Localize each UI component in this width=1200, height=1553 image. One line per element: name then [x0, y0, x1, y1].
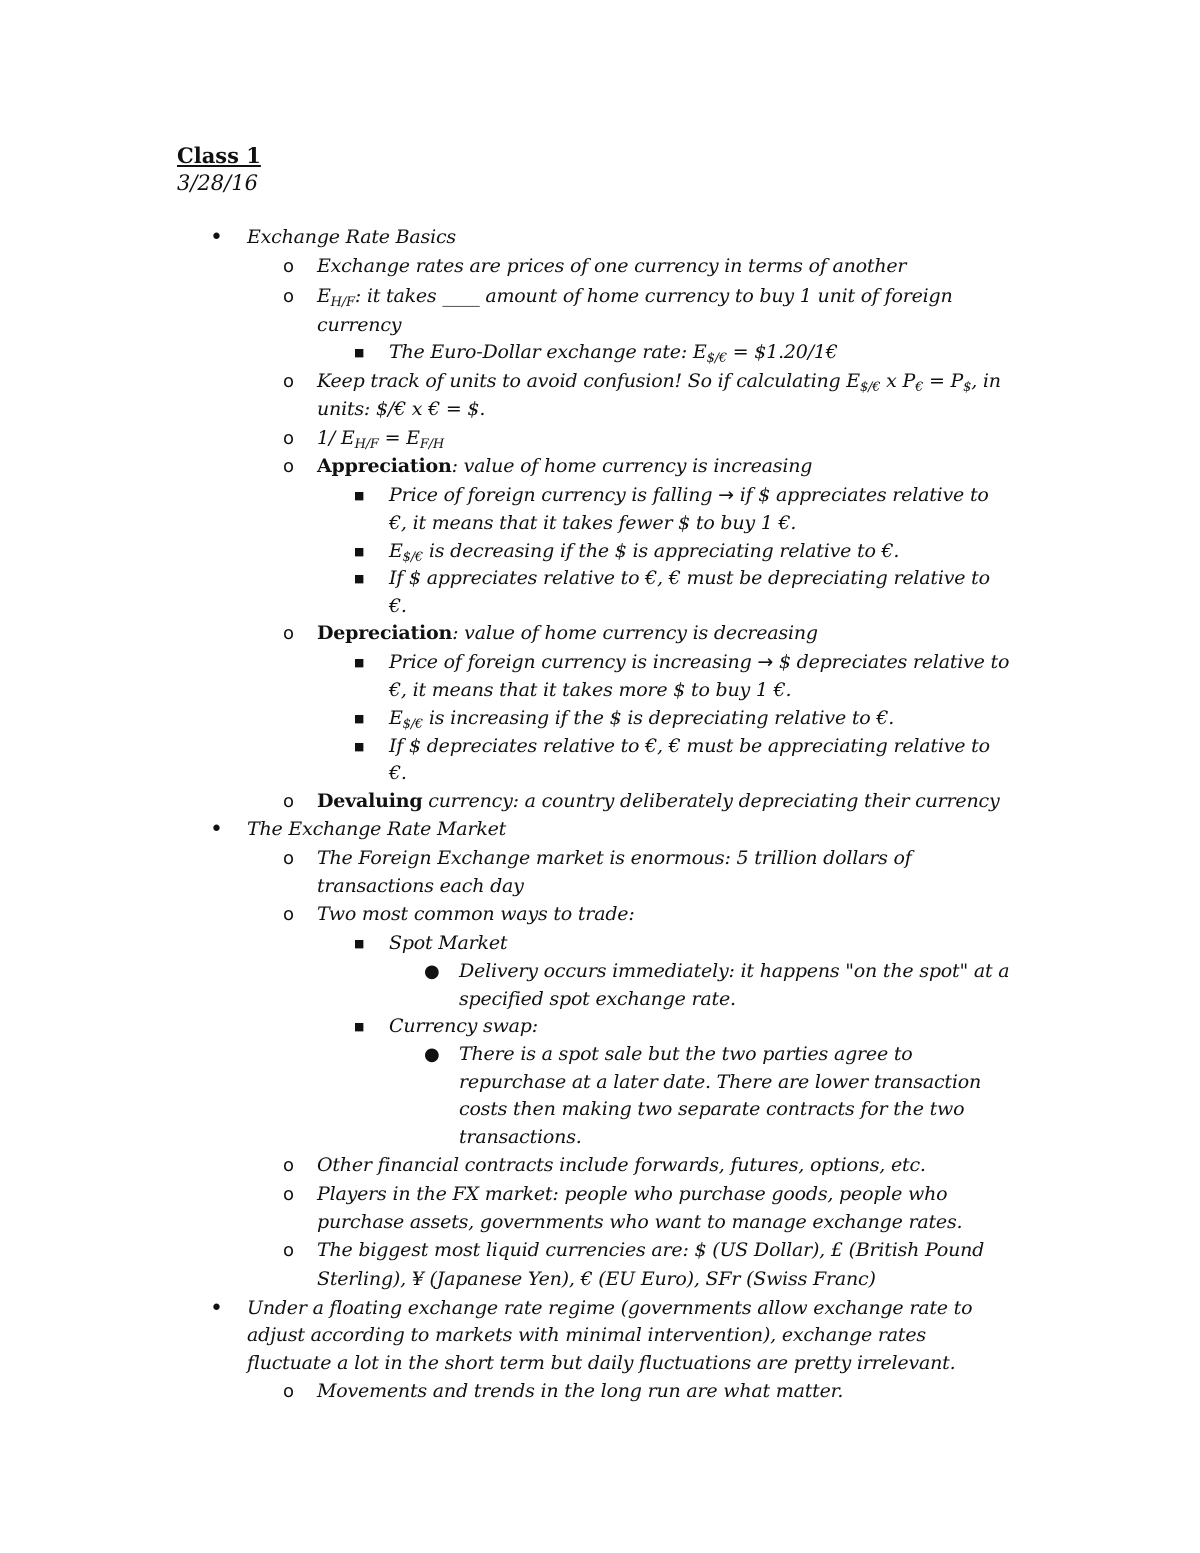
list-item: If $ appreciates relative to €, € must be depreciating relative to [389, 567, 990, 589]
bullet-marker: o [283, 456, 295, 477]
list-item: There is a spot sale but the two parties agree to [459, 1043, 913, 1065]
bullet-marker: o [283, 371, 295, 392]
bullet-marker: ■ [354, 489, 365, 502]
list-item-continuation: specified spot exchange rate. [459, 988, 736, 1010]
bullet-marker: • [210, 1296, 223, 1321]
bullet-marker: ● [424, 1044, 440, 1065]
bullet-marker: ■ [354, 740, 365, 753]
list-item: $E_{\$/€}$ is decreasing if the $ is appreciating relative to €. [389, 540, 900, 565]
list-item: Movements and trends in the long run are what matter. [317, 1380, 844, 1402]
list-item: The Euro-Dollar exchange rate: $E_{\$/€}$ = $1.20/1€ [389, 341, 838, 366]
list-item-continuation: repurchase at a later date. There are lower transaction [459, 1071, 982, 1093]
list-item-continuation: €. [389, 595, 407, 617]
list-item-continuation: adjust according to markets with minimal intervention), exchange rates [247, 1324, 926, 1346]
bullet-marker: o [283, 256, 295, 277]
list-item: Two most common ways to trade: [317, 903, 635, 925]
bullet-marker: ■ [354, 656, 365, 669]
list-item: Price of foreign currency is increasing → $ depreciates relative to [389, 651, 1010, 673]
list-item: Exchange Rate Basics [247, 226, 456, 248]
arrow-right-icon: → [718, 484, 734, 506]
list-item-continuation: Sterling), ¥ (Japanese Yen), € (EU Euro), SFr (Swiss Franc) [317, 1268, 876, 1290]
bullet-marker: o [283, 623, 295, 644]
list-item-continuation: costs then making two separate contracts for the two [459, 1098, 965, 1120]
list-item-continuation: transactions. [459, 1126, 582, 1148]
bullet-marker: o [283, 904, 295, 925]
list-item-continuation: currency [317, 314, 402, 336]
page-date: 3/28/16 [177, 171, 258, 195]
bullet-marker: o [283, 286, 295, 307]
bullet-marker: o [283, 1240, 295, 1261]
list-item: Devaluing currency: a country deliberately depreciating their currency [317, 790, 1000, 812]
arrow-right-icon: → [757, 651, 774, 673]
list-item: $E_{\$/€}$ is increasing if the $ is depreciating relative to €. [389, 707, 895, 732]
bullet-marker: ■ [354, 545, 365, 558]
list-item: Delivery occurs immediately: it happens "on the spot" at a [459, 960, 1010, 982]
bullet-marker: ■ [354, 937, 365, 950]
list-item-continuation: units: $/€ x € = $. [317, 398, 486, 420]
list-item: Currency swap: [389, 1015, 538, 1037]
bullet-marker: • [210, 225, 223, 250]
bullet-marker: o [283, 848, 295, 869]
list-item: Price of foreign currency is falling → if $ appreciates relative to [389, 484, 989, 506]
list-item: Appreciation: value of home currency is increasing [317, 455, 813, 477]
list-item-continuation: €. [389, 762, 407, 784]
bullet-marker: ● [424, 961, 440, 982]
list-item: The Foreign Exchange market is enormous: 5 trillion dollars of [317, 847, 912, 869]
list-item: If $ depreciates relative to €, € must be appreciating relative to [389, 735, 990, 757]
list-item: Spot Market [389, 932, 508, 954]
bullet-marker: ■ [354, 712, 365, 725]
bullet-marker: ■ [354, 1020, 365, 1033]
list-item: Exchange rates are prices of one currency in terms of another [317, 255, 907, 277]
list-item-continuation: fluctuate a lot in the short term but daily fluctuations are pretty irrelevant. [247, 1352, 956, 1374]
list-item-continuation: €, it means that it takes fewer $ to buy 1 €. [389, 512, 797, 534]
bullet-marker: ■ [354, 572, 365, 585]
list-item: Other financial contracts include forwards, futures, options, etc. [317, 1154, 926, 1176]
list-item: The biggest most liquid currencies are: $ (US Dollar), £ (British Pound [317, 1239, 985, 1261]
bullet-marker: o [283, 1184, 295, 1205]
list-item: $E_{H/F}$: it takes ____ amount of home currency to buy 1 unit of foreign [317, 285, 953, 310]
bullet-marker: o [283, 1155, 295, 1176]
list-item: Players in the FX market: people who purchase goods, people who [317, 1183, 948, 1205]
bullet-marker: • [210, 817, 223, 842]
bullet-marker: o [283, 791, 295, 812]
list-item-continuation: €, it means that it takes more $ to buy 1 €. [389, 679, 792, 701]
list-item: The Exchange Rate Market [247, 818, 507, 840]
list-item: 1/ $E_{H/F} = E_{F/H}$ [317, 427, 444, 452]
bullet-marker: o [283, 1381, 295, 1402]
list-item-continuation: purchase assets, governments who want to manage exchange rates. [317, 1211, 963, 1233]
list-item: Under a floating exchange rate regime (governments allow exchange rate to [247, 1297, 973, 1319]
bullet-marker: ■ [354, 346, 365, 359]
list-item: Keep track of units to avoid confusion! So if calculating $E_{\$/€}$ x $P_€ = P_{\$}$, in [317, 370, 1001, 395]
list-item-continuation: transactions each day [317, 875, 524, 897]
bullet-marker: o [283, 428, 295, 449]
list-item: Depreciation: value of home currency is decreasing [317, 622, 818, 644]
page-title: Class 1 [177, 143, 261, 168]
